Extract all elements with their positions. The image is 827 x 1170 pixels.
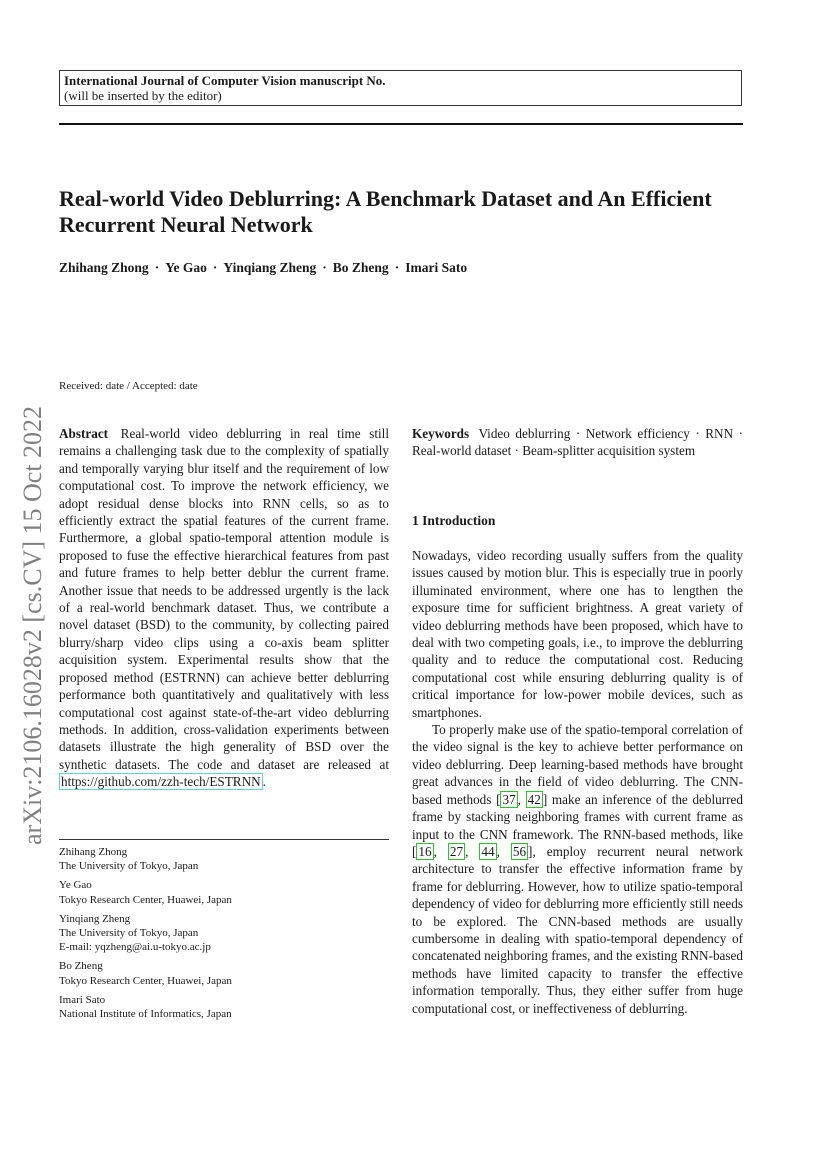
author: Imari Sato xyxy=(405,260,468,275)
author-separator: · xyxy=(154,260,160,275)
author-separator: · xyxy=(212,260,218,275)
author: Ye Gao xyxy=(165,260,207,275)
intro-text: make an inference of the deblurred frame by stacking neighboring frames with current frame as input to the CNN framework. The RNN-based methods, like xyxy=(412,791,743,842)
abstract-text: Real-world video deblurring in real time still remains a challenging task due to the complexity of spatially and temporally varying blur itself and the requirement of low computational cost. To improve the network efficiency, we adopt residual dense blocks into RNN cells, so as to efficiently extract the spatial features of the current frame. Furthermore, a global spatio-temporal attention module is proposed to fuse the effective hierarchical features from past and future frames to help better deblur the current frame. Another issue that needs to be addressed urgently is the lack of a real-world benchmark dataset. Thus, we contribute a novel dataset (BSD) to the community, by collecting paired blurry/sharp video clips using a co-axis beam splitter acquisition system. Experimental results show that the proposed method (ESTRNN) can achieve better deblurring performance both quantitatively and qualitatively with less computational cost against state-of-the-art video deblurring methods. In addition, cross-validation experiments between datasets illustrate the high generality of BSD over the synthetic datasets. The code and dataset are released at xyxy=(59,426,389,772)
intro-paragraph-1: Nowadays, video recording usually suffers from the quality issues caused by motion blur. This is especially true in poorly illuminated environment, where one has to lengthen the exposure time for sufficient brightness. A great variety of video deblurring methods have been proposed, which have to deal with two competing goals, i.e., to improve the deblurring quality and to reduce the computational cost. Reducing computational cost while ensuring deblurring quality is of critical importance for low-power mobile devices, such as smartphones. xyxy=(412,548,743,720)
citation-link[interactable]: 42 xyxy=(527,791,541,807)
header-rule xyxy=(59,123,743,125)
intro-text: To properly make use of the spatio-temporal correlation of the video signal is the key to achieve better performance on video deblurring. Deep learning-based methods have brought great advances in the field of video deblurring. The CNN-based methods xyxy=(412,722,743,807)
paper-title: Real-world Video Deblurring: A Benchmark Dataset and An Efficient Recurrent Neural Network xyxy=(59,186,712,237)
affiliation-name: Yinqiang Zheng xyxy=(59,912,131,925)
keywords-text: Video deblurring · Network efficiency · RNN · Real-world dataset · Beam-splitter acquisition system xyxy=(412,426,743,459)
introduction xyxy=(412,547,743,1017)
affiliations xyxy=(59,845,389,1026)
intro-paragraph-2: To properly make use of the spatio-temporal correlation of the video signal is the key to achieve better performance on video deblurring. Deep learning-based methods have brought great advances in the field of video deblurring. The CNN-based methods [ 37 , 42 ] make an inference of the deblurred frame by stacking neighboring frames with current frame as input to the CNN framework. The RNN-based methods, like [ 16 , 27 , 44 , 56 ], employ recurrent neural network architecture to transfer the effective information frame by frame for deblurring. However, how to utilize spatio-temporal dependency of video for deblurring more efficiently still needs to be explored. The CNN-based methods are usually cumbersome in dealing with spatio-temporal dependency of concatenated neighboring frames, and the existing RNN-based methods have limited capacity to transfer the effective information temporally. Thus, they either suffer from huge computational cost, or ineffectiveness of deblurring. xyxy=(412,722,744,1016)
editor-note: (will be inserted by the editor) xyxy=(64,88,222,103)
affiliation-org: Tokyo Research Center, Huawei, Japan xyxy=(59,893,232,906)
citation-link[interactable]: 56 xyxy=(512,843,527,859)
citation-link[interactable]: 27 xyxy=(449,843,464,859)
author-separator: · xyxy=(394,260,400,275)
journal-header-box xyxy=(59,70,742,106)
affiliation-block xyxy=(59,912,389,955)
section-heading: 1 Introduction xyxy=(412,513,496,528)
citation-link[interactable]: 37 xyxy=(502,791,516,807)
citation-link[interactable]: 16 xyxy=(418,843,432,859)
affiliation-name: Bo Zheng xyxy=(59,960,103,973)
code-link[interactable]: https://github.com/zzh-tech/ESTRNN xyxy=(61,774,261,790)
author: Bo Zheng xyxy=(332,260,389,275)
author-list xyxy=(59,260,749,276)
abstract xyxy=(59,425,389,791)
affiliation-org: The University of Tokyo, Japan xyxy=(59,927,199,940)
keywords xyxy=(412,425,743,460)
affiliation-name: Zhihang Zhong xyxy=(59,846,128,858)
received-date: Received: date / Accepted: date xyxy=(59,380,198,392)
footnote-rule xyxy=(59,839,389,840)
affiliation-name: Imari Sato xyxy=(59,993,106,1006)
affiliation-org: National Institute of Informatics, Japan xyxy=(59,1008,232,1021)
affiliation-org: Tokyo Research Center, Huawei, Japan xyxy=(59,974,232,987)
journal-name: International Journal of Computer Vision manuscript No. xyxy=(64,73,386,88)
affiliation-name: Ye Gao xyxy=(59,879,92,892)
abstract-heading: Abstract xyxy=(59,426,109,441)
author: Zhihang Zhong xyxy=(59,260,149,275)
arxiv-watermark: arXiv:2106.16028v2 [cs.CV] 15 Oct 2022 xyxy=(18,405,47,845)
affiliation-block xyxy=(59,878,389,906)
author-separator: · xyxy=(322,260,327,275)
affiliation-org: The University of Tokyo, Japan xyxy=(59,860,199,873)
affiliation-block xyxy=(59,993,389,1021)
author: Yinqiang Zheng xyxy=(223,260,317,275)
citation-link[interactable]: 44 xyxy=(481,843,495,859)
affiliation-block xyxy=(59,845,389,873)
abstract-end: . xyxy=(262,774,266,790)
keywords-heading: Keywords xyxy=(412,426,470,441)
intro-text: , employ recurrent neural network architecture to transfer the effective information frame by frame for deblurring. However, how to utilize spatio-temporal dependency of video for deblurring more efficiently still needs to be explored. The CNN-based methods are usually cumbersome in dealing with spatio-temporal dependency of concatenated neighboring frames, and the existing RNN-based methods have limited capacity to transfer the effective information temporally. Thus, they either suffer from huge computational cost, or ineffectiveness of deblurring. xyxy=(412,843,744,1016)
affiliation-block xyxy=(59,959,389,987)
affiliation-email: E-mail: yqzheng@ai.u-tokyo.ac.jp xyxy=(59,941,211,954)
